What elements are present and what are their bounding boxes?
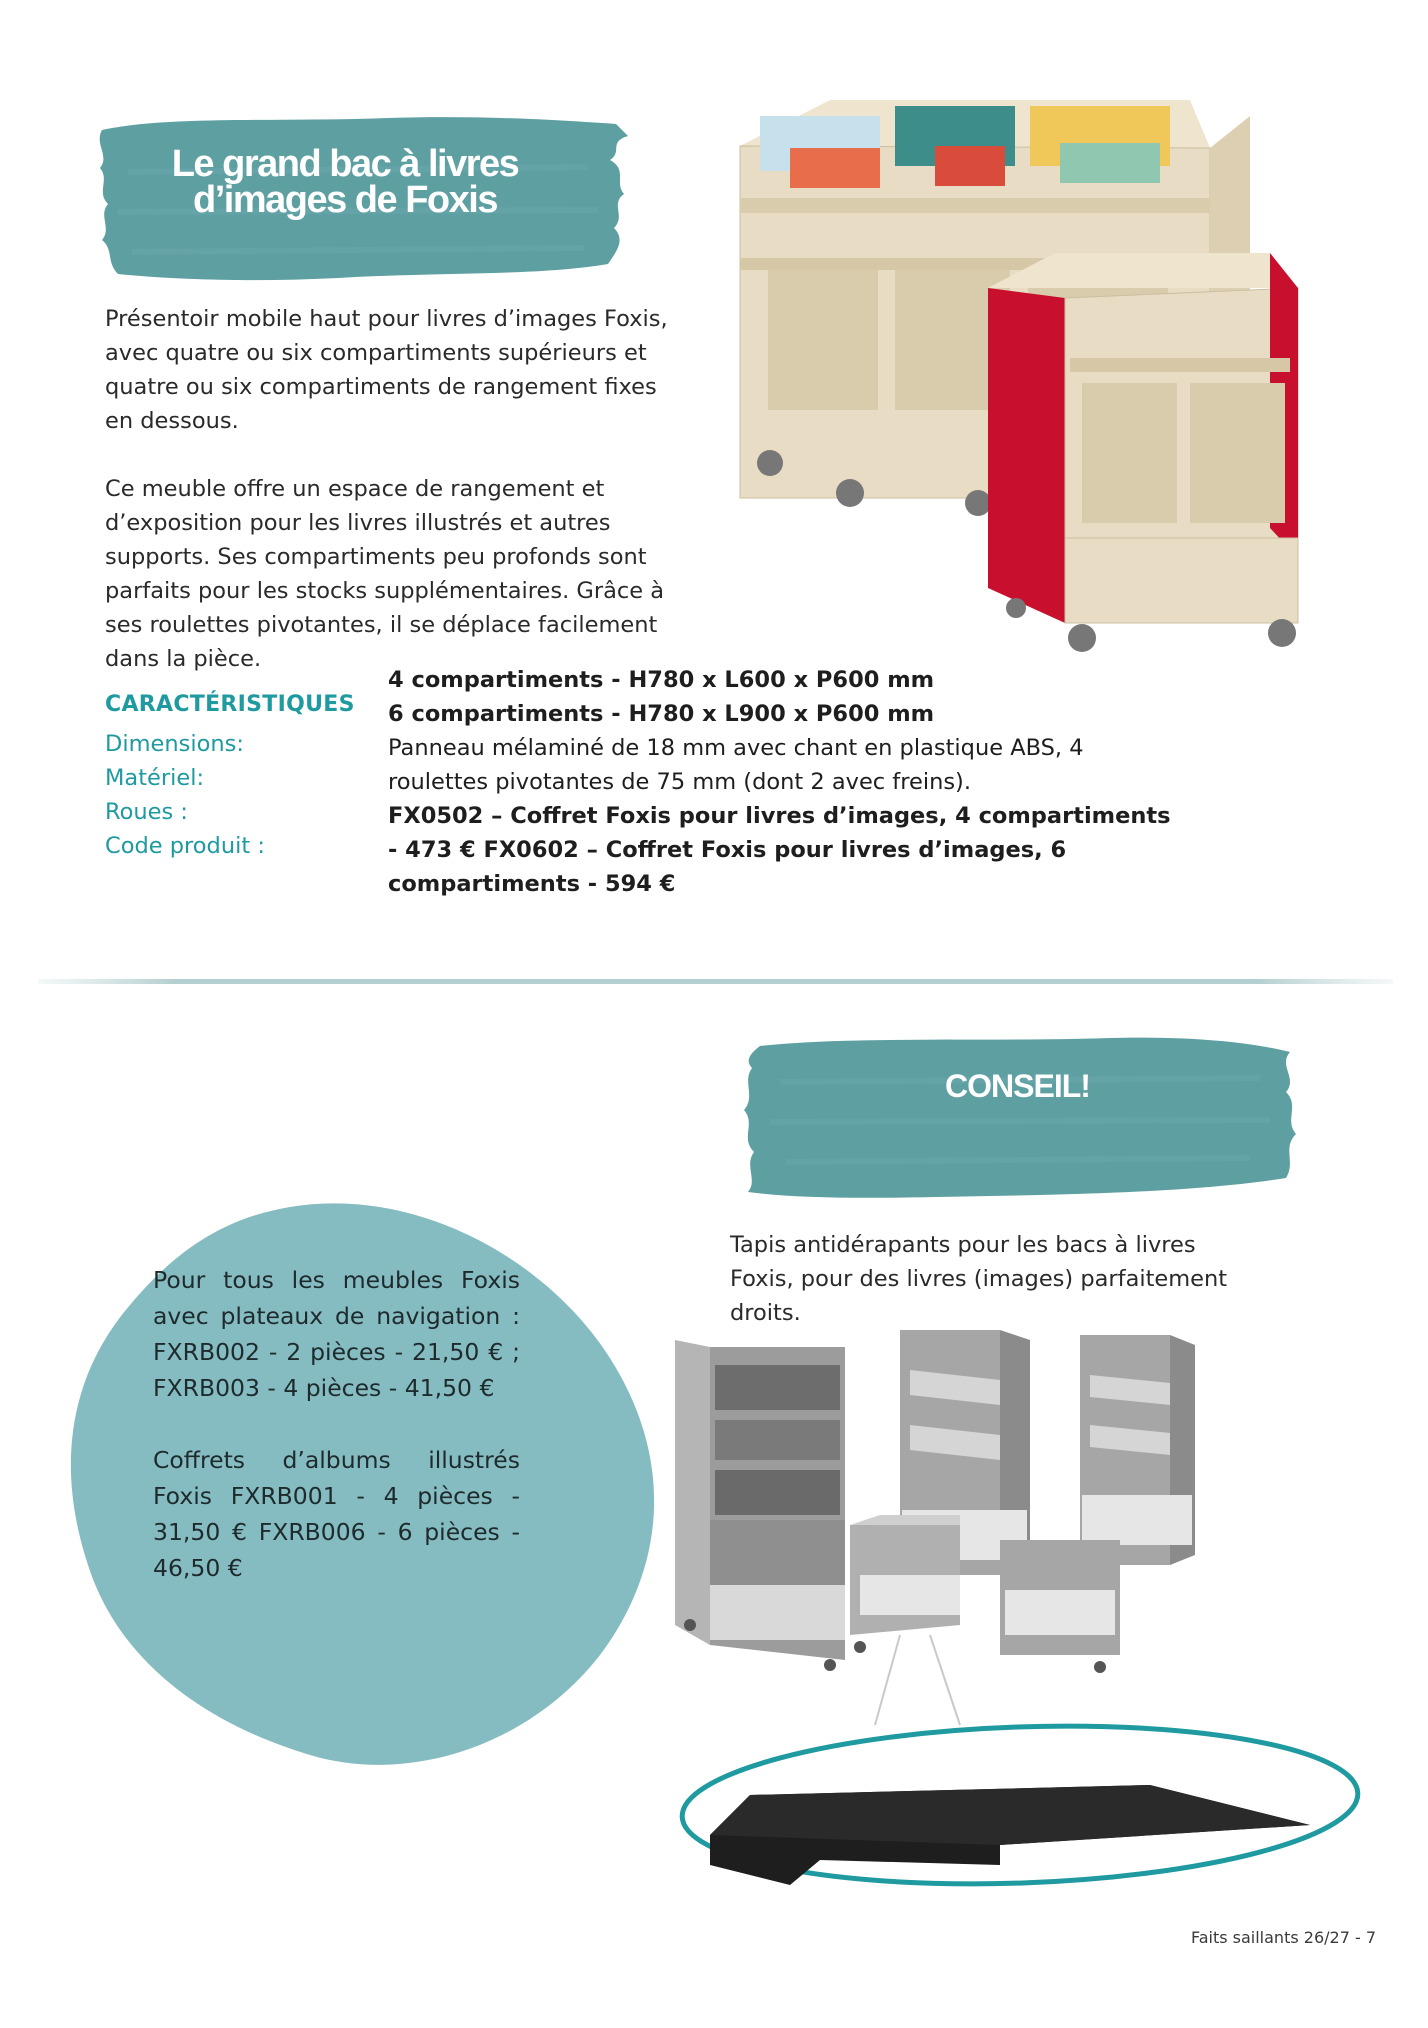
conseil-description bbox=[730, 1228, 1310, 1330]
product-code-value bbox=[388, 799, 1171, 901]
conseil-brush-stroke bbox=[730, 1032, 1305, 1204]
label-wheels: Roues : bbox=[105, 799, 188, 825]
page-title bbox=[115, 143, 575, 221]
title-line-2: d’images de Foxis bbox=[193, 179, 497, 221]
corner-bin bbox=[1000, 1540, 1120, 1673]
material-line: roulettes pivotantes de 75 mm (dont 2 avec freins). bbox=[388, 769, 971, 795]
label-product-code: Code produit : bbox=[105, 833, 265, 859]
blob-text bbox=[153, 1262, 520, 1622]
section-divider bbox=[38, 978, 1393, 986]
intro-paragraph-1 bbox=[105, 302, 705, 438]
text-line: supports. Ses compartiments peu profonds sont bbox=[105, 544, 647, 570]
dimension-line: 6 compartiments - H780 x L900 x P600 mm bbox=[388, 701, 935, 727]
text-line: quatre ou six compartiments de rangement fixes bbox=[105, 374, 657, 400]
blob-paragraph-2: Coffrets d’albums illustrés Foxis FXRB001 - 4 pièces - 31,50 € FXRB006 - 6 pièces - 46,50 € bbox=[153, 1446, 520, 1582]
text-line: Présentoir mobile haut pour livres d’images Foxis, bbox=[105, 306, 668, 332]
text-line: Foxis, pour des livres (images) parfaitement bbox=[730, 1266, 1228, 1292]
blob-paragraph-1: Pour tous les meubles Foxis avec plateaux de navigation : FXRB002 - 2 pièces - 21,50 € ; FXRB003 - 4 pièces - 41,50 € bbox=[153, 1266, 520, 1402]
text-line: d’exposition pour les livres illustrés et autres bbox=[105, 510, 611, 536]
title-line-1: Le grand bac à livres bbox=[171, 143, 519, 185]
label-material: Matériel: bbox=[105, 765, 205, 791]
code-line: FX0502 – Coffret Foxis pour livres d’images, 4 compartiments bbox=[388, 803, 1171, 829]
text-line: en dessous. bbox=[105, 408, 239, 434]
bookshelf-unit bbox=[675, 1340, 845, 1671]
text-line: parfaits pour les stocks supplémentaires. Grâce à bbox=[105, 578, 665, 604]
intro-paragraph-2 bbox=[105, 472, 705, 676]
dimension-line: 4 compartiments - H780 x L600 x P600 mm bbox=[388, 667, 935, 693]
page-footer: Faits saillants 26/27 - 7 bbox=[1190, 1928, 1376, 1947]
code-line: - 473 € FX0602 – Coffret Foxis pour livres d’images, 6 bbox=[388, 837, 1067, 863]
product-image bbox=[730, 88, 1345, 708]
label-dimensions: Dimensions: bbox=[105, 731, 244, 757]
dimensions-values bbox=[388, 663, 1148, 731]
text-line: avec quatre ou six compartiments supérieurs et bbox=[105, 340, 647, 366]
specs-heading: CARACTÉRISTIQUES bbox=[105, 692, 355, 717]
conseil-title: CONSEIL! bbox=[945, 1068, 1090, 1104]
text-line: Tapis antidérapants pour les bacs à livres bbox=[730, 1232, 1196, 1258]
small-bin bbox=[850, 1515, 960, 1653]
small-book-bin bbox=[988, 253, 1298, 652]
text-line: droits. bbox=[730, 1300, 801, 1326]
furniture-illustration bbox=[670, 1325, 1370, 1895]
text-line: dans la pièce. bbox=[105, 646, 262, 672]
material-value bbox=[388, 731, 1148, 799]
text-line: ses roulettes pivotantes, il se déplace facilement bbox=[105, 612, 658, 638]
code-line: compartiments - 594 € bbox=[388, 871, 676, 897]
material-line: Panneau mélaminé de 18 mm avec chant en plastique ABS, 4 bbox=[388, 735, 1084, 761]
text-line: Ce meuble offre un espace de rangement et bbox=[105, 476, 605, 502]
